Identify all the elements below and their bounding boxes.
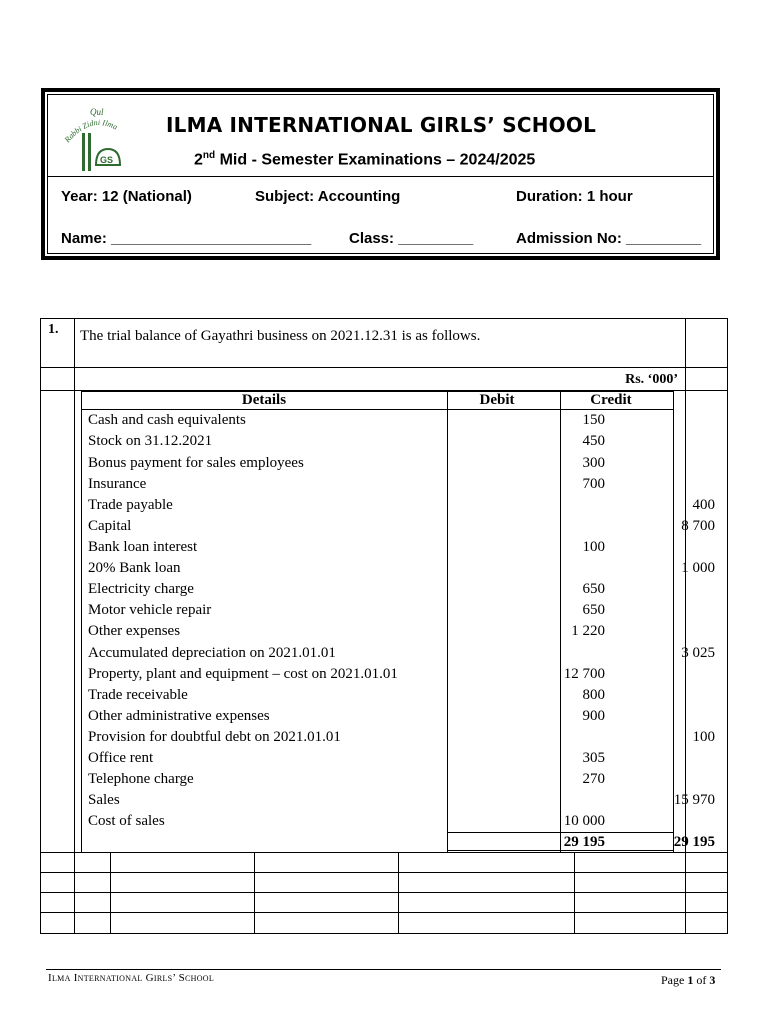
logo-arc-textpath: Rabbi Zidni Ilma <box>62 117 120 145</box>
table-row <box>88 579 668 600</box>
frame-bottom <box>40 933 728 934</box>
row-debit: 10 000 <box>563 813 605 829</box>
row-details: Cash and cash equivalents <box>88 412 246 428</box>
row-credit: 8 700 <box>681 518 715 534</box>
row-details: Office rent <box>88 750 154 766</box>
row-debit: 100 <box>582 539 605 555</box>
row-details: Motor vehicle repair <box>88 602 212 618</box>
class-field: Class: _________ <box>349 230 474 247</box>
tb-left <box>81 391 82 852</box>
row-details: Electricity charge <box>88 581 194 597</box>
col-header-credit: Credit <box>590 392 632 408</box>
row-credit: 400 <box>692 497 715 513</box>
row-details: 20% Bank loan <box>88 560 181 576</box>
name-field: Name: ________________________ <box>61 230 312 247</box>
school-logo <box>60 103 136 175</box>
table-row <box>88 769 668 790</box>
table-row <box>88 811 668 832</box>
table-row <box>88 474 668 495</box>
table-row <box>88 706 668 727</box>
frame-top <box>40 318 728 319</box>
row-details: Other expenses <box>88 623 181 639</box>
logo-text-top: Qul <box>90 107 104 117</box>
row-debit: 900 <box>582 708 605 724</box>
row-sep-6 <box>40 912 728 913</box>
row-debit: 650 <box>582 581 605 597</box>
table-row <box>88 410 668 431</box>
table-row <box>88 643 715 664</box>
table-row <box>88 621 668 642</box>
page-current: 1 <box>687 973 694 987</box>
table-row <box>88 748 668 769</box>
total-debit: 29 195 <box>563 834 605 850</box>
row-credit: 1 000 <box>681 560 715 576</box>
admission-field: Admission No: _________ <box>516 230 702 247</box>
row-debit: 450 <box>582 433 605 449</box>
row-debit: 305 <box>582 750 605 766</box>
exam-header <box>41 88 720 260</box>
logo-pillar-left <box>82 133 85 171</box>
exam-title <box>194 150 535 169</box>
footer-divider <box>46 969 721 970</box>
row-details: Cost of sales <box>88 813 165 829</box>
page-number <box>661 973 715 988</box>
tb-right <box>673 391 674 852</box>
table-row <box>88 516 715 537</box>
table-row <box>88 664 668 685</box>
table-row <box>88 558 715 579</box>
table-row <box>88 685 668 706</box>
row-sep-4 <box>40 872 728 873</box>
question-table <box>40 318 728 934</box>
row-details: Trade receivable <box>88 687 188 703</box>
row-details: Stock on 31.12.2021 <box>88 433 213 449</box>
table-row <box>88 537 668 558</box>
exam-title-prefix: 2 <box>194 151 203 169</box>
footer-school-name: Ilma International Girls’ School <box>48 972 215 984</box>
row-sep-1 <box>40 367 728 368</box>
row-details: Other administrative expenses <box>88 708 270 724</box>
question-text: The trial balance of Gayathri business on 2021.12.31 is as follows. <box>80 328 481 344</box>
school-name: ILMA INTERNATIONAL GIRLS’ SCHOOL <box>166 113 597 137</box>
grid-col-3 <box>398 852 399 934</box>
row-credit: 15 970 <box>673 792 715 808</box>
page-of: of <box>693 973 710 987</box>
frame-right <box>727 318 728 934</box>
row-details: Provision for doubtful debt on 2021.01.01 <box>88 729 341 745</box>
frame-left <box>40 318 41 934</box>
total-credit: 29 195 <box>673 834 715 850</box>
row-debit: 800 <box>582 687 605 703</box>
row-debit: 700 <box>582 476 605 492</box>
row-debit: 150 <box>582 412 605 428</box>
page-label: Page <box>661 973 688 987</box>
exam-title-rest: Mid - Semester Examinations – 2024/2025 <box>215 151 536 169</box>
row-details: Trade payable <box>88 497 173 513</box>
row-details: Bonus payment for sales employees <box>88 455 304 471</box>
row-debit: 300 <box>582 455 605 471</box>
exam-title-sup: nd <box>202 150 216 161</box>
table-row <box>88 600 668 621</box>
row-details: Insurance <box>88 476 147 492</box>
subject-field: Subject: Accounting <box>255 188 401 205</box>
header-divider <box>48 176 713 177</box>
grid-col-4 <box>574 852 575 934</box>
row-details: Telephone charge <box>88 771 194 787</box>
row-credit: 3 025 <box>681 645 715 661</box>
row-sep-5 <box>40 892 728 893</box>
logo-pillar-right <box>88 133 91 171</box>
row-details: Property, plant and equipment – cost on 2021.01.01 <box>88 666 398 682</box>
col-header-debit: Debit <box>479 392 515 408</box>
year-field: Year: 12 (National) <box>61 188 192 205</box>
row-credit: 100 <box>692 729 715 745</box>
grid-col-2 <box>254 852 255 934</box>
row-debit: 270 <box>582 771 605 787</box>
row-debit: 650 <box>582 602 605 618</box>
row-details: Accumulated depreciation on 2021.01.01 <box>88 645 336 661</box>
row-details: Sales <box>88 792 120 808</box>
table-row <box>88 453 668 474</box>
row-details: Capital <box>88 518 132 534</box>
question-number: 1. <box>48 322 59 337</box>
row-debit: 1 220 <box>571 623 605 639</box>
grid-col-1 <box>110 852 111 934</box>
logo-badge: GS <box>100 155 114 165</box>
duration-field: Duration: 1 hour <box>516 188 633 205</box>
currency-unit: Rs. ‘000’ <box>625 372 678 387</box>
table-row <box>88 727 715 748</box>
table-row <box>88 495 715 516</box>
exam-header-inner <box>47 94 714 254</box>
totals-row <box>88 832 715 853</box>
page-total: 3 <box>709 973 716 987</box>
col-header-details: Details <box>241 392 287 408</box>
table-row <box>88 790 715 811</box>
row-details: Bank loan interest <box>88 539 198 555</box>
row-debit: 12 700 <box>563 666 605 682</box>
col-sep-number <box>74 318 75 934</box>
table-row <box>88 431 668 452</box>
